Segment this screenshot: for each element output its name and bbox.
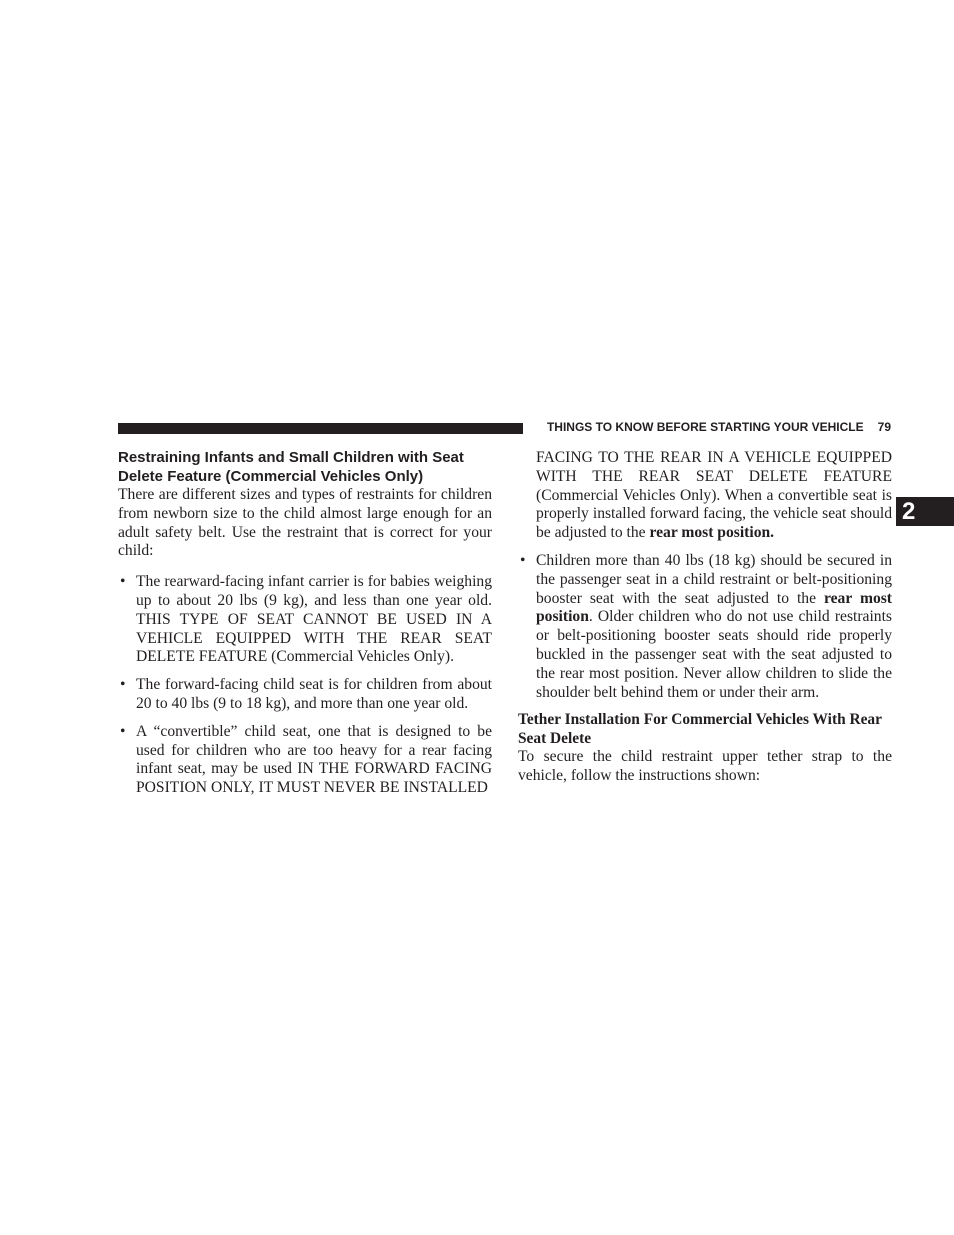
bullet-text: A “convertible” child seat, one that is designed to be used for children who are too heavy for a rear facing infant seat, may be used IN THE FORWARD FACING POSITION ONLY, IT MUST NEVER BE INSTALLED (136, 722, 492, 797)
bullet-icon: • (120, 722, 126, 740)
running-header (533, 419, 891, 435)
restraint-list-continued (518, 552, 892, 702)
bullet-icon: • (520, 551, 526, 569)
restraint-list (118, 573, 492, 798)
page-number: 79 (877, 420, 891, 434)
continuation-bold: rear most position. (649, 524, 775, 542)
bullet-text-part2: . Older children who do not use child restraints or belt-positioning booster seats should ride properly buckled in the passenger seat with the seat adjusted to the rear most position. Never allow children to slide the shoulder belt behind them or under their arm. (536, 608, 892, 701)
intro-paragraph: There are different sizes and types of restraints for children from newborn size to the child almost large enough for an adult safety belt. Use the restraint that is correct for your child: (118, 486, 492, 560)
section-heading: Restraining Infants and Small Children with Seat Delete Feature (Commercial Vehicles Only) (118, 449, 464, 485)
left-column (118, 449, 492, 798)
list-item (118, 676, 492, 714)
chapter-tab: 2 (896, 497, 954, 526)
bullet-text-part1: Children more than 40 lbs (18 kg) should be secured in the passenger seat in a child restraint or belt-positioning booster seat with the seat adjusted to the (536, 551, 892, 607)
bullet-icon: • (120, 676, 126, 694)
bullet-icon: • (120, 573, 126, 591)
closing-paragraph: To secure the child restraint upper tether strap to the vehicle, follow the instructions shown: (518, 748, 892, 785)
list-item (518, 552, 892, 702)
continuation-text: FACING TO THE REAR IN A VEHICLE EQUIPPED WITH THE REAR SEAT DELETE FEATURE (Commercial Vehicles Only). When a convertible seat is properly installed forward facing, the vehicle seat should be adjusted to the (536, 449, 892, 542)
bullet-text-bold: rear most position (536, 589, 893, 626)
right-column (518, 449, 892, 786)
list-item (118, 573, 492, 667)
list-item (118, 723, 492, 798)
header-section-title: THINGS TO KNOW BEFORE STARTING YOUR VEHICLE (546, 420, 864, 434)
header-rule (118, 423, 523, 434)
bullet-text: The rearward-facing infant carrier is for babies weighing up to about 20 lbs (9 kg), and less than one year old. THIS TYPE OF SEAT CANNOT BE USED IN A VEHICLE EQUIPPED WITH THE REAR SEAT DELETE FEATURE (Commercial Vehicles Only). (136, 573, 492, 666)
subheading: Tether Installation For Commercial Vehicles With Rear Seat Delete (518, 711, 882, 747)
continued-bullet-text (518, 449, 892, 543)
bullet-text: The forward-facing child seat is for children from about 20 to 40 lbs (9 to 18 kg), and more than one year old. (136, 676, 492, 712)
